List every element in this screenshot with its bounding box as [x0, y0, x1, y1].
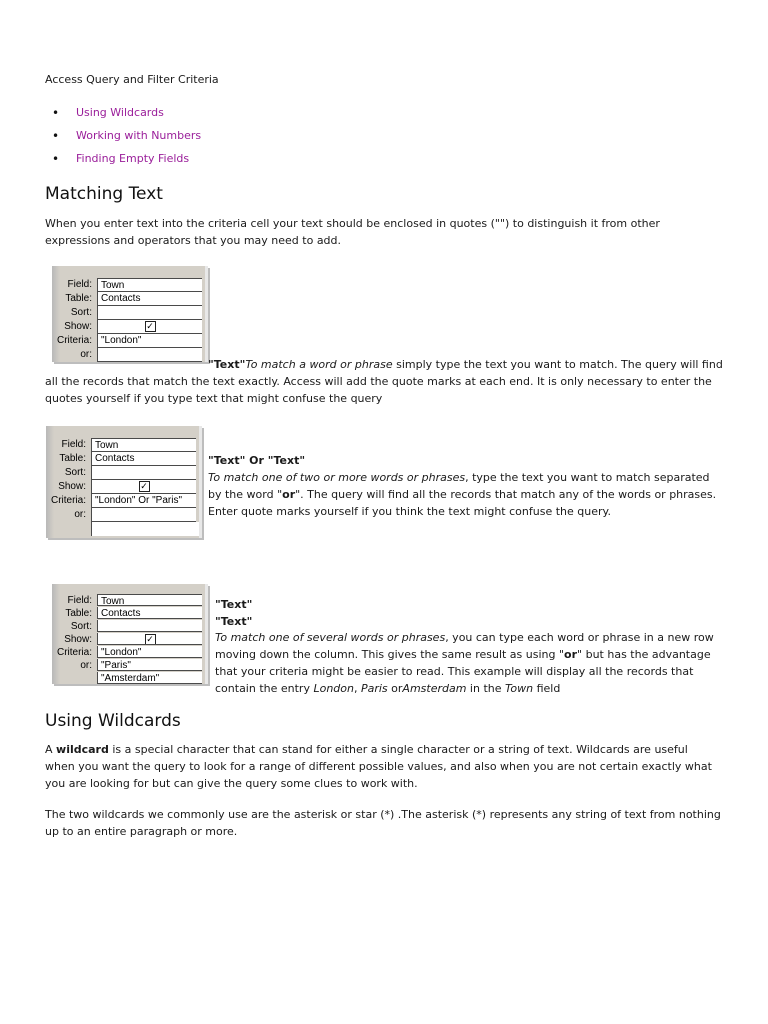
cell-sort — [91, 466, 196, 480]
grid-row-or-2 — [52, 672, 202, 684]
grid-row-field — [46, 438, 196, 452]
checkbox-checked-icon: ✓ — [146, 634, 154, 644]
cell-criteria: "London" — [97, 646, 202, 658]
label-sort: Sort: — [64, 467, 86, 478]
list-item — [52, 152, 201, 175]
grid-row-table — [46, 452, 196, 466]
label-criteria: Criteria: — [56, 647, 92, 658]
example-3-text — [215, 629, 715, 697]
cell-field: Town — [97, 278, 202, 292]
example-2-body-b: ". The query will find all the records that match any of the words or phrases. Enter quote marks yourself if you think the text might confuse the query. — [208, 488, 717, 518]
example-1-body: simply type the text you want to match. The query will find all the records that match the text exactly. Access will add the quote marks at each end. It is only necessary to enter the quotes yourself if you type text that might confuse the query — [45, 358, 723, 405]
link-finding-empty-fields[interactable]: Finding Empty Fields — [76, 152, 190, 165]
grid-row-or — [46, 508, 196, 522]
label-field: Field: — [67, 595, 92, 606]
grid-row-table — [52, 292, 202, 306]
example-3-city-2: Paris — [360, 682, 388, 695]
cell-or: "Paris" — [97, 659, 202, 671]
wildcards-term: wildcard — [56, 743, 109, 756]
grid-row-field — [52, 594, 202, 606]
grid-row-table — [52, 607, 202, 619]
bullet: • — [52, 129, 60, 143]
matching-intro: When you enter text into the criteria cell your text should be enclosed in quotes ("") to distinguish it from other expressions and operators that you may need to add. — [45, 217, 660, 247]
example-2-lead: To match one of two or more words or phrases — [208, 471, 466, 484]
query-grid-2 — [46, 426, 202, 538]
label-field: Field: — [67, 279, 92, 290]
cell-or — [91, 508, 196, 522]
label-or: or: — [80, 349, 92, 360]
example-3-comma: , — [353, 682, 361, 695]
bullet: • — [52, 106, 60, 120]
list-item — [52, 106, 201, 129]
cell-show — [97, 320, 202, 334]
example-3-field-name: Town — [505, 682, 534, 695]
cell-table: Contacts — [91, 452, 196, 466]
label-sort: Sort: — [70, 621, 92, 632]
cell-sort — [97, 306, 202, 320]
label-table: Table: — [65, 608, 92, 619]
grid-row-show — [52, 320, 202, 334]
wildcards-para-1-a: A — [45, 743, 57, 756]
cell-sort — [97, 620, 202, 632]
label-field: Field: — [61, 439, 86, 450]
label-table: Table: — [65, 293, 92, 304]
example-3-lead: To match one of several words or phrases — [215, 631, 446, 644]
grid-row-sort — [46, 466, 196, 480]
cell-criteria: "London" — [97, 334, 202, 348]
label-sort: Sort: — [70, 307, 92, 318]
cell-table: Contacts — [97, 607, 202, 619]
heading-using-wildcards: Using Wildcards — [45, 711, 181, 731]
checkbox-checked-icon: ✓ — [140, 481, 148, 491]
cell-or-2: "Amsterdam" — [97, 672, 202, 684]
example-3-body-a: , you can type each word or phrase in a new row moving down the column. This gives the same result as using " — [215, 631, 714, 661]
cell-table: Contacts — [97, 292, 202, 306]
example-1-lead: To match a word or phrase — [245, 358, 393, 371]
link-using-wildcards[interactable]: Using Wildcards — [76, 106, 164, 119]
example-3-city-1: London — [313, 682, 354, 695]
link-working-with-numbers[interactable]: Working with Numbers — [76, 129, 202, 142]
example-3-label-2: "Text" — [215, 615, 253, 628]
label-show: Show: — [64, 634, 92, 645]
example-3-body-b: " but has the advantage that your criteria might be easier to read. This example will display all the records that contain the entry — [215, 648, 711, 695]
grid-row-show — [52, 633, 202, 645]
grid-row-show — [46, 480, 196, 494]
grid-row-sort — [52, 620, 202, 632]
example-1-label: "Text" — [208, 358, 246, 371]
cell-field: Town — [91, 438, 196, 452]
example-3-field-word: field — [533, 682, 561, 695]
example-3-or-word: or — [387, 682, 403, 695]
list-item — [52, 129, 201, 152]
label-criteria: Criteria: — [50, 495, 86, 506]
grid-row-criteria — [52, 646, 202, 658]
label-or: or: — [74, 509, 86, 520]
wildcards-para-1 — [45, 741, 717, 792]
grid-row-field — [52, 278, 202, 292]
example-1-text — [45, 356, 725, 407]
example-3-city-3: Amsterdam — [402, 682, 467, 695]
heading-matching-text: Matching Text — [45, 184, 163, 204]
grid-row-criteria — [52, 334, 202, 348]
query-grid-1 — [52, 266, 208, 362]
example-3-in-the: in the — [466, 682, 506, 695]
label-table: Table: — [59, 453, 86, 464]
grid-row-criteria — [46, 494, 196, 508]
cell-show — [97, 633, 202, 645]
topic-links — [52, 106, 201, 175]
cell-criteria: "London" Or "Paris" — [91, 494, 196, 508]
wildcards-para-2: The two wildcards we commonly use are the asterisk or star (*) .The asterisk (*) represents any string of text from nothing up to an entire paragraph or more. — [45, 808, 721, 838]
cell-show — [91, 480, 196, 494]
label-empty — [52, 672, 97, 684]
cell-field: Town — [97, 594, 202, 606]
page-title: Access Query and Filter Criteria — [45, 73, 219, 86]
grid-row-or — [52, 659, 202, 671]
wildcards-para-1-b: is a special character that can stand for either a single character or a string of text. Wildcards are useful when you want the query to look for a range of different possible values, and also when you are not certain exactly what you are looking for but can give the query some clues to work with. — [45, 743, 712, 790]
grid-blank-row — [91, 522, 199, 536]
label-show: Show: — [58, 481, 86, 492]
example-3-or: or — [564, 648, 578, 661]
label-show: Show: — [64, 321, 92, 332]
label-or: or: — [80, 660, 92, 671]
query-grid-3 — [52, 584, 208, 684]
example-2-body-a: , type the text you want to match separated by the word " — [208, 471, 710, 501]
bullet: • — [52, 152, 60, 166]
example-2-text — [208, 469, 726, 520]
checkbox-checked-icon: ✓ — [146, 321, 154, 331]
example-2-or: or — [282, 488, 296, 501]
example-2-label: "Text" Or "Text" — [208, 454, 306, 467]
label-criteria: Criteria: — [56, 335, 92, 346]
example-3-label-1: "Text" — [215, 598, 253, 611]
grid-row-sort — [52, 306, 202, 320]
